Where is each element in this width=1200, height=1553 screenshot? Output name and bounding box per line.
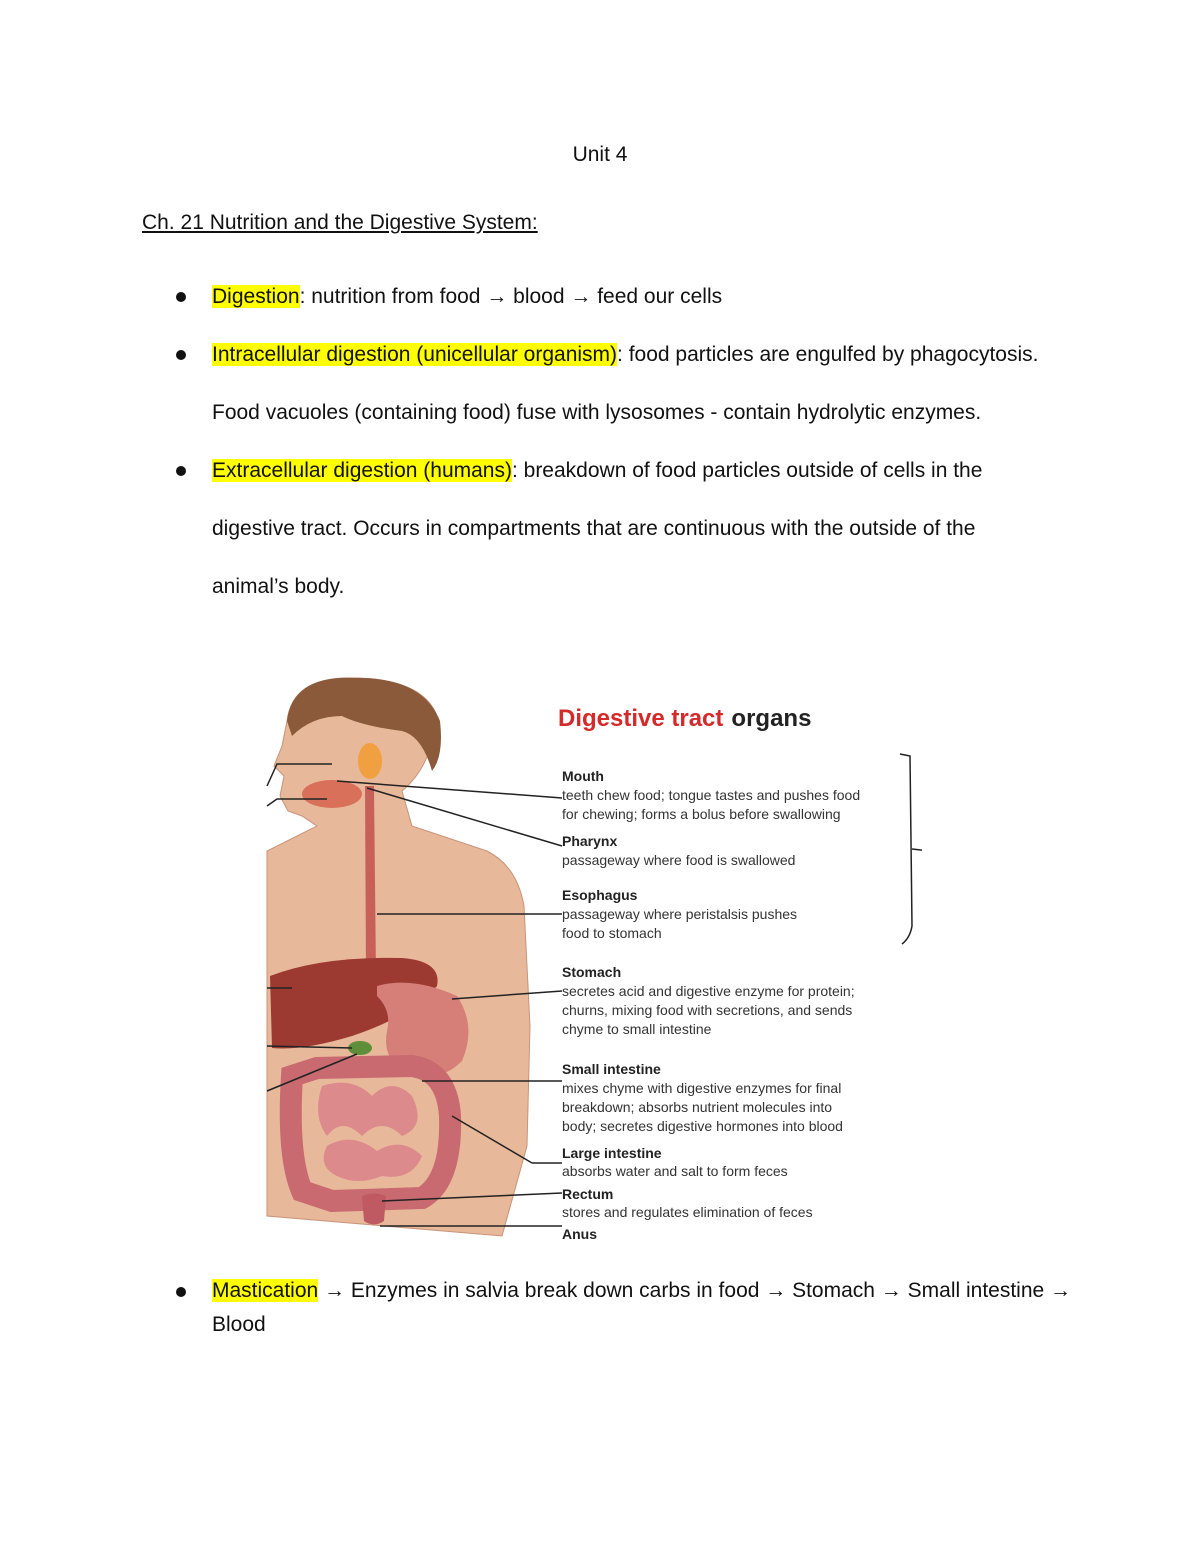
svg-text:teeth chew food; tongue tastes: teeth chew food; tongue tastes and pushes food xyxy=(562,787,861,803)
svg-text:Esophagus: Esophagus xyxy=(562,887,638,903)
svg-text:Large intestine: Large intestine xyxy=(562,1145,662,1161)
svg-text:Pharynx: Pharynx xyxy=(562,833,618,849)
page-title: Unit 4 xyxy=(572,143,628,166)
svg-text:Rectum: Rectum xyxy=(562,1186,614,1202)
organ-label-anus xyxy=(562,1226,597,1242)
organ-label-pharynx xyxy=(562,833,795,868)
bullet-list xyxy=(172,268,1052,616)
svg-text:Mouth: Mouth xyxy=(562,768,604,784)
svg-text:stores and regulates eliminati: stores and regulates elimination of feces xyxy=(562,1204,813,1220)
svg-text:churns, mixing food with secre: churns, mixing food with secretions, and sends xyxy=(562,1002,853,1018)
svg-text:chyme to small intestine: chyme to small intestine xyxy=(562,1021,712,1037)
bullet-intracellular xyxy=(172,326,1052,442)
chapter-heading: Ch. 21 Nutrition and the Digestive System: xyxy=(142,211,538,234)
svg-text:for chewing; forms a bolus bef: for chewing; forms a bolus before swallowing xyxy=(562,806,841,822)
digestive-diagram xyxy=(262,676,922,1246)
svg-text:breakdown; absorbs nutrient mo: breakdown; absorbs nutrient molecules into xyxy=(562,1099,833,1115)
bullet-mastication xyxy=(172,1274,1092,1342)
mouth-illustration xyxy=(302,780,362,808)
definition-mastication: → Enzymes in salvia break down carbs in food → Stomach → Small intestine → Blood xyxy=(212,1279,1072,1336)
svg-text:Stomach: Stomach xyxy=(562,964,622,980)
organ-label-mouth xyxy=(562,768,860,822)
organ-label-stomach xyxy=(562,964,855,1037)
organ-label-esophagus xyxy=(562,887,797,941)
rectum-illustration xyxy=(362,1194,386,1225)
bracket xyxy=(900,754,912,944)
organ-label-rectum xyxy=(562,1186,813,1220)
salivary-gland-illustration xyxy=(358,743,382,779)
bracket-tick xyxy=(912,849,922,851)
definition-intracellular: : food particles are engulfed by phagocytosis. Food vacuoles (containing food) fuse with lysosomes - contain hydrolytic enzymes. xyxy=(212,343,1039,424)
term-mastication: Mastication xyxy=(212,1279,319,1302)
definition-digestion: : nutrition from food → blood → feed our cells xyxy=(299,285,723,308)
organ-label-large-intestine xyxy=(562,1145,788,1179)
digestive-tract-figure xyxy=(262,676,922,1246)
svg-text:secretes acid and digestive en: secretes acid and digestive enzyme for protein; xyxy=(562,983,855,999)
svg-text:passageway where peristalsis p: passageway where peristalsis pushes xyxy=(562,906,798,922)
svg-text:food to stomach: food to stomach xyxy=(562,925,662,941)
organ-label-small-intestine xyxy=(562,1061,843,1134)
term-intracellular: Intracellular digestion (unicellular organism) xyxy=(212,343,618,366)
svg-text:body; secretes digestive hormo: body; secretes digestive hormones into blood xyxy=(562,1118,843,1134)
svg-text:passageway where food is swall: passageway where food is swallowed xyxy=(562,852,796,868)
bullet-extracellular xyxy=(172,442,1052,616)
figure-title: Digestive tract organs xyxy=(558,705,812,732)
svg-text:absorbs water and salt to form: absorbs water and salt to form feces xyxy=(562,1163,788,1179)
svg-text:mixes chyme with digestive enz: mixes chyme with digestive enzymes for final xyxy=(562,1080,842,1096)
svg-text:Anus: Anus xyxy=(562,1226,597,1242)
definition-extracellular: : breakdown of food particles outside of cells in the digestive tract. Occurs in compartments that are continuous with the outside of the animal’s body. xyxy=(212,459,983,598)
term-digestion: Digestion xyxy=(212,285,300,308)
bullet-digestion xyxy=(172,268,1052,326)
term-extracellular: Extracellular digestion (humans) xyxy=(212,459,512,482)
svg-text:Small intestine: Small intestine xyxy=(562,1061,661,1077)
